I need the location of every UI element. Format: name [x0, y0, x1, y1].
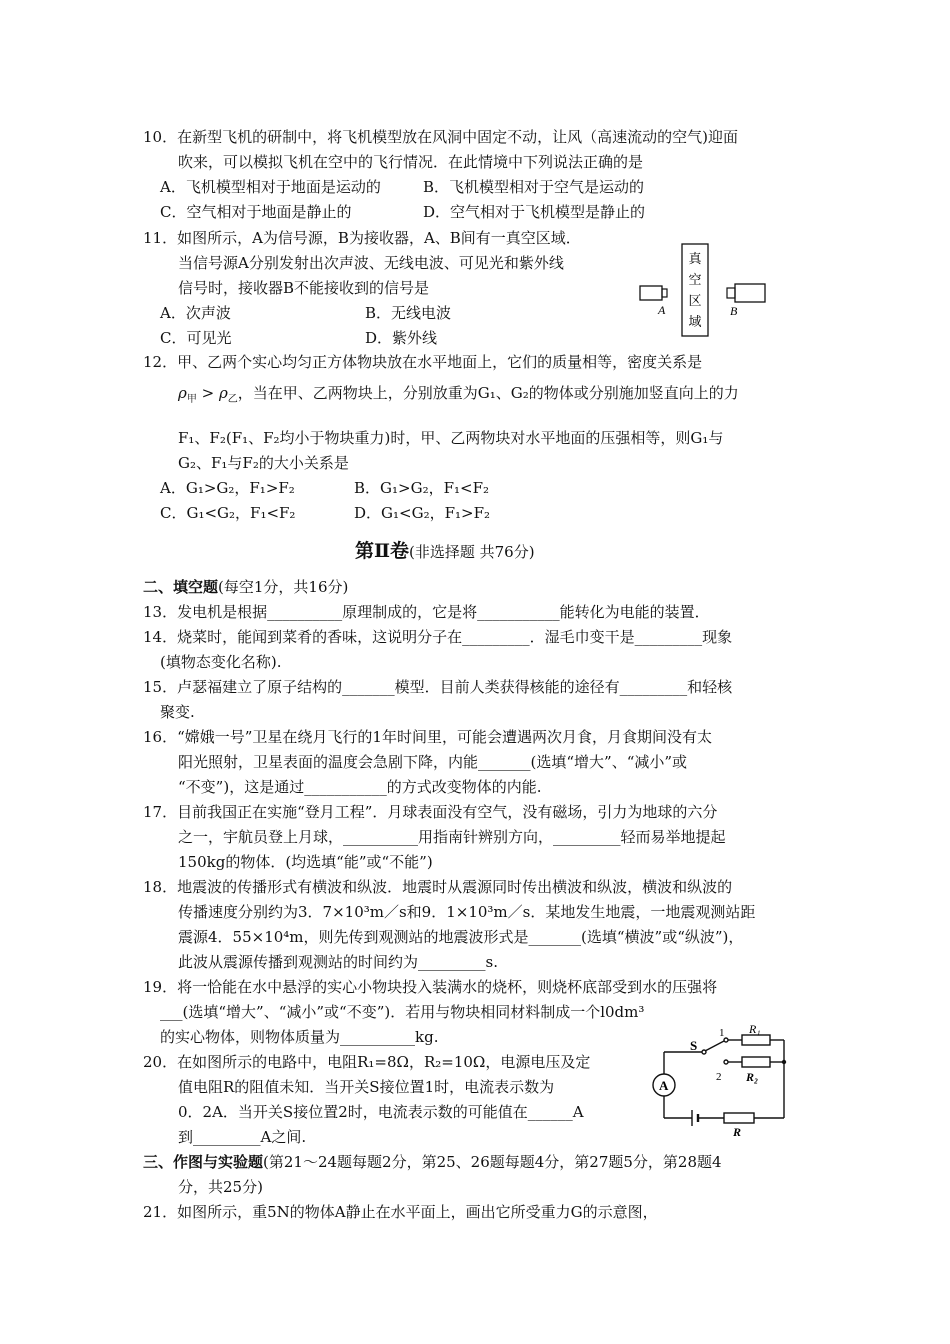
- section2-note: (每空1分，共16分): [218, 578, 349, 596]
- vacuum-char-3: 区: [688, 293, 702, 308]
- q14-stem-line1: 14．烧菜时，能闻到菜肴的香味，这说明分子在_________．湿毛巾变干是_________现象: [143, 628, 733, 646]
- vacuum-char-2: 空: [688, 272, 702, 287]
- q18-stem-line1: 18．地震波的传播形式有横波和纵波．地震时从震源同时传出横波和纵波，横波和纵波的: [143, 878, 733, 896]
- q11-stem-line2: 当信号源A分别发射出次声波、无线电波、可见光和紫外线: [178, 254, 564, 272]
- q11-stem-line3: 信号时，接收器B不能接收到的信号是: [178, 279, 430, 297]
- switch-contact-1: [724, 1038, 728, 1042]
- q20-stem-line4: 到_________A之间.: [178, 1128, 307, 1146]
- q20-stem-line3: 0．2A．当开关S接位置2时，电流表示数的可能值在______A: [178, 1103, 584, 1121]
- vacuum-char-4: 域: [688, 314, 702, 329]
- part2-heading: [355, 540, 535, 563]
- q10-option-d: D．空气相对于飞机模型是静止的: [423, 203, 646, 221]
- resistor-r: [724, 1113, 754, 1123]
- q18-stem-line2: 传播速度分别约为3．7×10³m／s和9．1×10³m／s．某地发生地震，一地震观测站距: [178, 903, 756, 921]
- greater-than: >: [201, 384, 215, 402]
- r2-label: R₂: [746, 1070, 759, 1084]
- q11-option-c: C．可见光: [160, 329, 232, 347]
- switch-contact-2: [724, 1060, 728, 1064]
- q10-stem-line2: 吹来，可以模拟飞机在空中的飞行情况．在此情境中下列说法正确的是: [178, 153, 644, 171]
- section3-title: 三、作图与实验题: [143, 1153, 264, 1171]
- q12-stem-line3: F₁、F₂(F₁、F₂均小于物块重力)时，甲、乙两物块对水平地面的压强相等，则G₁与: [178, 429, 724, 447]
- q18-stem-line3: 震源4．55×10⁴m，则先传到观测站的地震波形式是_______(选填“横波”或“纵波”)，: [178, 928, 744, 946]
- signal-source-a-nozzle: [662, 289, 667, 297]
- q20-stem-line1: 20．在如图所示的电路中，电阻R₁=8Ω，R₂=10Ω，电源电压及定: [143, 1053, 591, 1071]
- q14-stem-line2: (填物态变化名称).: [160, 653, 282, 671]
- part2-subtitle: (非选择题 共76分): [409, 543, 535, 561]
- q12-stem-line1: 12．甲、乙两个实心均匀正方体物块放在水平地面上，它们的质量相等，密度关系是: [143, 353, 703, 371]
- q16-stem-line3: “不变”)，这是通过___________的方式改变物体的内能.: [178, 778, 542, 796]
- q11-vacuum-figure: [630, 238, 780, 342]
- label-a: A: [658, 303, 666, 317]
- q13-stem-line1: 13．发电机是根据__________原理制成的，它是将___________能转化为电能的装置．: [143, 603, 710, 621]
- switch-label: S: [690, 1038, 698, 1053]
- q12-option-a: A．G₁>G₂，F₁>F₂: [160, 479, 295, 497]
- q11-stem-line1: 11．如图所示，A为信号源，B为接收器，A、B间有一真空区域．: [143, 229, 581, 247]
- signal-source-a: [640, 286, 662, 300]
- q15-stem-line2: 聚变.: [160, 703, 195, 721]
- rho-sub-jia: 甲: [186, 394, 197, 405]
- q15-stem-line1: 15．卢瑟福建立了原子结构的_______模型．目前人类获得核能的途径有_________和轻核: [143, 678, 733, 696]
- q19-stem-line2: ___(选填“增大”、“减小”或“不变”)．若用与物块相同材料制成一个l0dm³: [160, 1003, 645, 1021]
- vacuum-char-1: 真: [688, 251, 702, 266]
- q20-circuit-figure: [642, 1024, 802, 1142]
- section2-title: 二、填空题: [143, 578, 219, 596]
- q11-option-a: A．次声波: [160, 304, 231, 322]
- section2-heading: [143, 577, 348, 597]
- junction-dot: [782, 1060, 786, 1064]
- q12-option-c: C．G₁<G₂，F₁<F₂: [160, 504, 296, 522]
- resistor-r2: [742, 1057, 770, 1067]
- receiver-b-nozzle: [727, 288, 735, 298]
- q18-stem-line4: 此波从震源传播到观测站的时间约为_________s.: [178, 953, 498, 971]
- q20-stem-line2: 值电阻R的阻值未知．当开关S接位置1时，电流表示数为: [178, 1078, 555, 1096]
- q10-option-b: B．飞机模型相对于空气是运动的: [423, 178, 645, 196]
- switch-blade: [705, 1041, 724, 1051]
- q12-stem-line2: ，当在甲、乙两物块上，分别放重为G₁、G₂的物体或分别施加竖直向上的力: [237, 384, 739, 402]
- q12-density-relation: [178, 383, 739, 403]
- receiver-b: [735, 284, 765, 302]
- q17-stem-line3: 150kg的物体．(均选填“能”或“不能”): [178, 853, 433, 871]
- q12-option-b: B．G₁>G₂，F₁<F₂: [354, 479, 489, 497]
- q10-option-a: A．飞机模型相对于地面是运动的: [160, 178, 381, 196]
- q21-stem-line1: 21．如图所示，重5N的物体A静止在水平面上，画出它所受重力G的示意图，: [143, 1203, 658, 1221]
- resistor-r1: [742, 1035, 770, 1045]
- q11-option-b: B．无线电波: [365, 304, 452, 322]
- q10-option-c: C．空气相对于地面是静止的: [160, 203, 352, 221]
- rho-symbol-2: ρ: [218, 384, 228, 402]
- q17-stem-line2: 之一，宇航员登上月球，__________用指南针辨别方向，_________轻而易举地提起: [178, 828, 726, 846]
- rho-symbol: ρ: [178, 384, 187, 402]
- q12-stem-line4: G₂、F₁与F₂的大小关系是: [178, 454, 349, 472]
- rho-sub-yi: 乙: [227, 394, 238, 405]
- part2-title: 第Ⅱ卷: [355, 540, 410, 562]
- q16-stem-line1: 16．“嫦娥一号”卫星在绕月飞行的1年时间里，可能会遭遇两次月食，月食期间没有太: [143, 728, 712, 746]
- section3-heading: [143, 1152, 722, 1172]
- q19-stem-line3: 的实心物体，则物体质量为__________kg.: [160, 1028, 439, 1046]
- position-1-label: 1: [719, 1027, 725, 1039]
- q16-stem-line2: 阳光照射，卫星表面的温度会急剧下降，内能_______(选填“增大”、“减小”或: [178, 753, 688, 771]
- section3-note: (第21～24题每题2分，第25、26题每题4分，第27题5分，第28题4: [263, 1153, 722, 1171]
- q10-stem-line1: 10．在新型飞机的研制中，将飞机模型放在风洞中固定不动，让风（高速流动的空气)迎面: [143, 128, 738, 146]
- q19-stem-line1: 19．将一恰能在水中悬浮的实心小物块投入装满水的烧杯，则烧杯底部受到水的压强将: [143, 978, 718, 996]
- q11-option-d: D．紫外线: [365, 329, 438, 347]
- q12-option-d: D．G₁<G₂，F₁>F₂: [354, 504, 490, 522]
- section3-note2: 分，共25分): [178, 1178, 263, 1196]
- r1-label: R₁: [749, 1024, 761, 1036]
- r-label: R: [733, 1125, 742, 1139]
- q17-stem-line1: 17．目前我国正在实施“登月工程”．月球表面没有空气，没有磁场，引力为地球的六分: [143, 803, 718, 821]
- label-b: B: [730, 304, 738, 318]
- ammeter-label: A: [659, 1078, 669, 1093]
- position-2-label: 2: [716, 1071, 722, 1083]
